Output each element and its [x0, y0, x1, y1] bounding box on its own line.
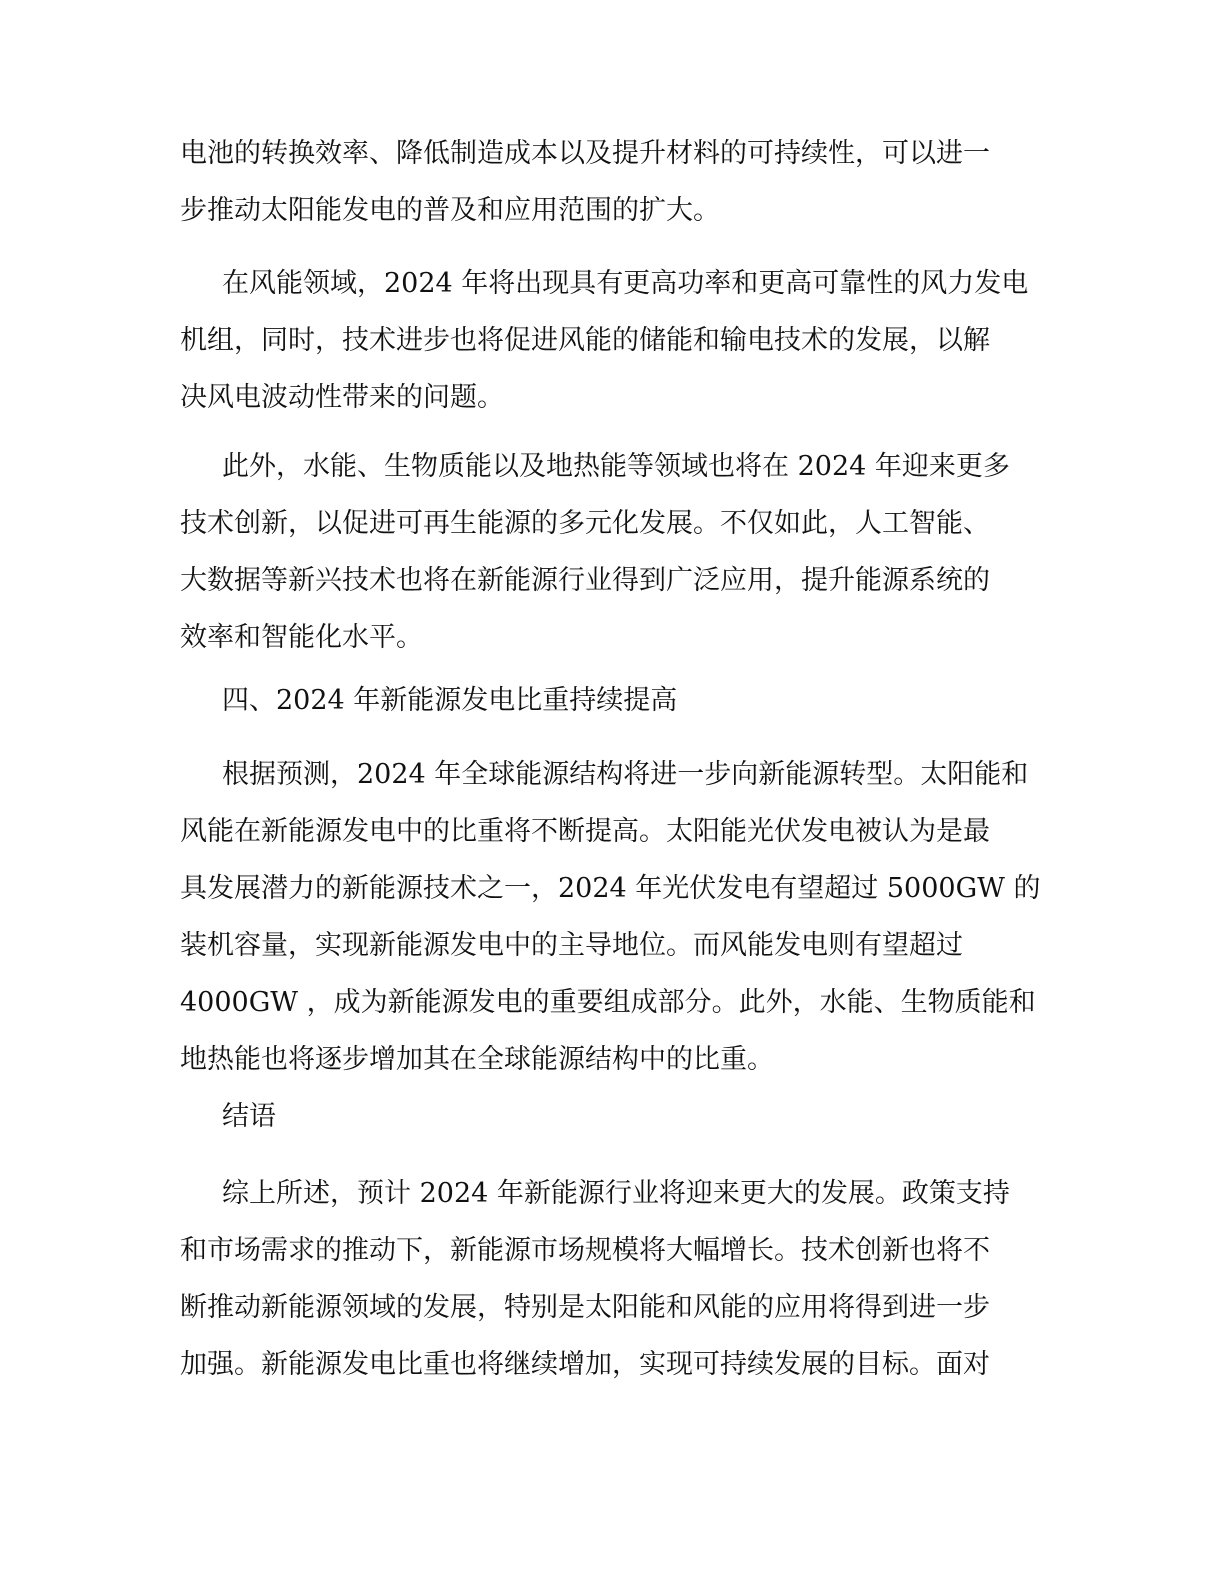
text-line: 技术创新，以促进可再生能源的多元化发展。不仅如此，人工智能、	[180, 508, 990, 539]
text-line: 在风能领域，2024 年将出现具有更高功率和更高可靠性的风力发电	[222, 268, 1029, 299]
heading-text: 结语	[222, 1101, 276, 1132]
text-line: 和市场需求的推动下，新能源市场规模将大幅增长。技术创新也将不	[180, 1235, 990, 1266]
heading-text: 四、2024 年新能源发电比重持续提高	[222, 685, 678, 716]
text-line: 综上所述，预计 2024 年新能源行业将迎来更大的发展。政策支持	[222, 1178, 1010, 1209]
text-line: 断推动新能源领域的发展，特别是太阳能和风能的应用将得到进一步	[180, 1292, 990, 1323]
text-line: 步推动太阳能发电的普及和应用范围的扩大。	[180, 195, 720, 226]
text-line: 大数据等新兴技术也将在新能源行业得到广泛应用，提升能源系统的	[180, 565, 990, 596]
text-line: 此外，水能、生物质能以及地热能等领域也将在 2024 年迎来更多	[222, 451, 1010, 482]
text-line: 机组，同时，技术进步也将促进风能的储能和输电技术的发展，以解	[180, 325, 990, 356]
text-line: 电池的转换效率、降低制造成本以及提升材料的可持续性，可以进一	[180, 138, 990, 169]
text-line: 加强。新能源发电比重也将继续增加，实现可持续发展的目标。面对	[180, 1349, 990, 1380]
text-line: 决风电波动性带来的问题。	[180, 382, 504, 413]
text-line: 根据预测，2024 年全球能源结构将进一步向新能源转型。太阳能和	[222, 759, 1029, 790]
text-line: 风能在新能源发电中的比重将不断提高。太阳能光伏发电被认为是最	[180, 816, 990, 847]
text-line: 具发展潜力的新能源技术之一，2024 年光伏发电有望超过 5000GW 的	[180, 873, 1041, 904]
text-line: 地热能也将逐步增加其在全球能源结构中的比重。	[180, 1044, 774, 1075]
text-line: 4000GW ，成为新能源发电的重要组成部分。此外，水能、生物质能和	[180, 987, 1036, 1018]
text-line: 效率和智能化水平。	[180, 622, 423, 653]
text-line: 装机容量，实现新能源发电中的主导地位。而风能发电则有望超过	[180, 930, 963, 961]
